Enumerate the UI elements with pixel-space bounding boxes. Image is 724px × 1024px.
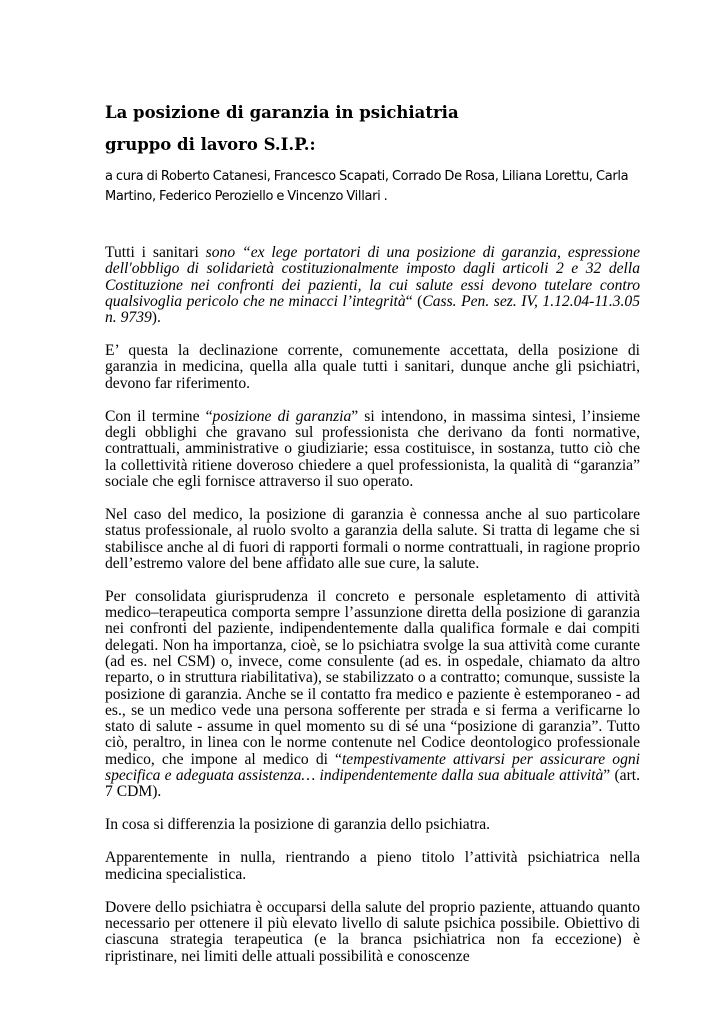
paragraph-1-text-a: Tutti i sanitari <box>105 244 206 261</box>
document-body <box>105 245 640 981</box>
document-title: La posizione di garanzia in psichiatria <box>105 103 459 122</box>
paragraph-1 <box>105 245 640 326</box>
authors-line: a cura di Roberto Catanesi, Francesco Scapati, Corrado De Rosa, Liliana Lorettu, Carla Martino, Federico Peroziello e Vincenzo Villari . <box>105 169 629 204</box>
paragraph-1-quote: sono “ex lege portatori di una posizione di garanzia, espressione dell'obbligo di solidarietà costituzionalmente imposto dagli articoli 2 e 32 della Costituzione nei confronti dei pazienti, la cui salute essi devono tutelare contro qualsivoglia pericolo che ne minacci l’integrità <box>105 244 641 310</box>
paragraph-5-text-a: Per consolidata giurisprudenza il concreto e personale espletamento di attività medico–terapeutica comporta sempre l’assunzione diretta della posizione di garanzia nei confronti del paziente, indipendentemente dalla qualifica formale e dai compiti delegati. Non ha importanza, cioè, se lo psichiatra svolge la sua attività come curante (ad es. nel CSM) o, invece, come consulente (ad es. in ospedale, chiamato da altro reparto, o in struttura riabilitativa), se stabilizzato o a contratto; comunque, sussiste la posizione di garanzia. Anche se il contatto fra medico e paziente è estemporaneo - ad es., se un medico vede una persona sofferente per strada e si ferma a verificarne lo stato di salute - assume in quel momento su di sé una “posizione di garanzia”. Tutto ciò, peraltro, in linea con le norme contenute nel Codice deontologico professionale medico, che impone al medico di “ <box>105 587 640 768</box>
paragraph-3-text-a: Con il termine “ <box>105 407 213 425</box>
paragraph-5 <box>105 589 640 801</box>
paragraph-8: Dovere dello psichiatra è occuparsi della salute del proprio paziente, attuando quanto necessario per ottenere il più elevato livello di salute psichica possibile. Obiettivo di ciascuna strategia terapeutica (e la branca psichiatrica non fa eccezione) è ripristinare, nei limiti delle attuali possibilità e conoscenze <box>105 898 640 965</box>
paragraph-1-text-e: ). <box>151 309 161 327</box>
paragraph-5-quote: tempestivamente attivarsi per assicurare ogni specifica e adeguata assistenza… indipendentemente dalla sua abituale attività <box>105 750 641 785</box>
paragraph-3-term: posizione di garanzia <box>212 407 352 425</box>
paragraph-2: E’ questa la declinazione corrente, comunemente accettata, della posizione di garanzia in medicina, quella alla quale tutti i sanitari, dunque anche gli psichiatri, devono far riferimento. <box>105 342 640 392</box>
paragraph-7: Apparentemente in nulla, rientrando a pieno titolo l’attività psichiatrica nella medicina specialistica. <box>105 849 640 883</box>
paragraph-3 <box>105 409 640 490</box>
paragraph-1-citation: Cass. Pen. sez. IV, 1.12.04-11.3.05 n. 9739 <box>105 292 641 327</box>
paragraph-3-text-c: ” si intendono, in massima sintesi, l’insieme degli obblighi che gravano sul professionista che derivano da fonti normative, contrattuali, amministrative o giudiziarie; essa costituisce, in sostanza, tutto ciò che la collettività ritiene doveroso chiedere a quel professionista, la qualità di “garanzia” sociale che egli fornisce attraverso il suo operato. <box>105 407 640 490</box>
paragraph-6: In cosa si differenzia la posizione di garanzia dello psichiatra. <box>105 816 491 834</box>
paragraph-5-text-c: ” (art. 7 CDM). <box>105 767 640 801</box>
paragraph-4: Nel caso del medico, la posizione di garanzia è connessa anche al suo particolare status professionale, al ruolo svolto a garanzia della salute. Si tratta di legame che si stabilisce anche al di fuori di rapporti formali o norme contrattuali, in ragione proprio dell’estremo valore del bene affidato alle sue cure, la salute. <box>105 505 640 572</box>
document-subtitle: gruppo di lavoro S.I.P.: <box>105 135 316 154</box>
paragraph-1-text-c: “ ( <box>405 292 423 310</box>
